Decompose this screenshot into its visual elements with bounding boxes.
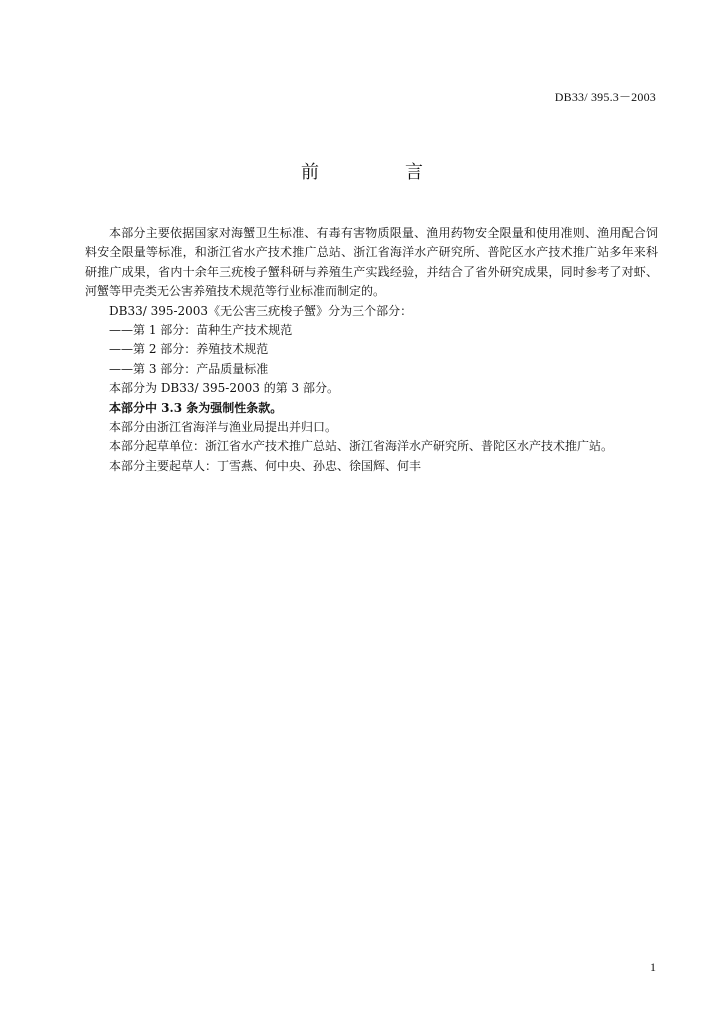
mandatory-clause: 本部分中 3.3 条为强制性条款。 (109, 400, 283, 415)
part-item-2: ——第 2 部分：养殖技术规范 (109, 342, 269, 357)
this-part-statement: 本部分为 DB33/ 395-2003 的第 3 部分。 (109, 381, 339, 396)
drafting-units: 本部分起草单位：浙江省水产技术推广总站、浙江省海洋水产研究所、普陀区水产技术推广站。 (109, 439, 614, 454)
proposer-statement: 本部分由浙江省海洋与渔业局提出并归口。 (109, 420, 338, 435)
document-body (85, 224, 658, 476)
page-number: 1 (650, 960, 656, 974)
part-item-1: ——第 1 部分：苗种生产技术规范 (109, 323, 293, 338)
part-item-3: ——第 3 部分：产品质量标准 (109, 361, 269, 376)
intro-paragraph: 本部分主要依据国家对海蟹卫生标准、有毒有害物质限量、渔用药物安全限量和使用准则、渔用配合饲料安全限量等标准，和浙江省水产技术推广总站、浙江省海洋水产研究所、普陀区水产技术推广站多年来科研推广成果，省内十余年三疣梭子蟹科研与养殖生产实践经验，并结合了省外研究成果，同时参考了对虾、河蟹等甲壳类无公害养殖技术规范等行业标准而制定的。 (85, 226, 658, 299)
parts-intro: DB33/ 395-2003《无公害三疣梭子蟹》分为三个部分： (109, 303, 413, 318)
drafters: 本部分主要起草人：丁雪燕、何中央、孙忠、徐国辉、何丰 (109, 458, 422, 473)
document-code: DB33/ 395.3－2003 (554, 90, 656, 104)
page-title: 前 言 (301, 162, 457, 183)
